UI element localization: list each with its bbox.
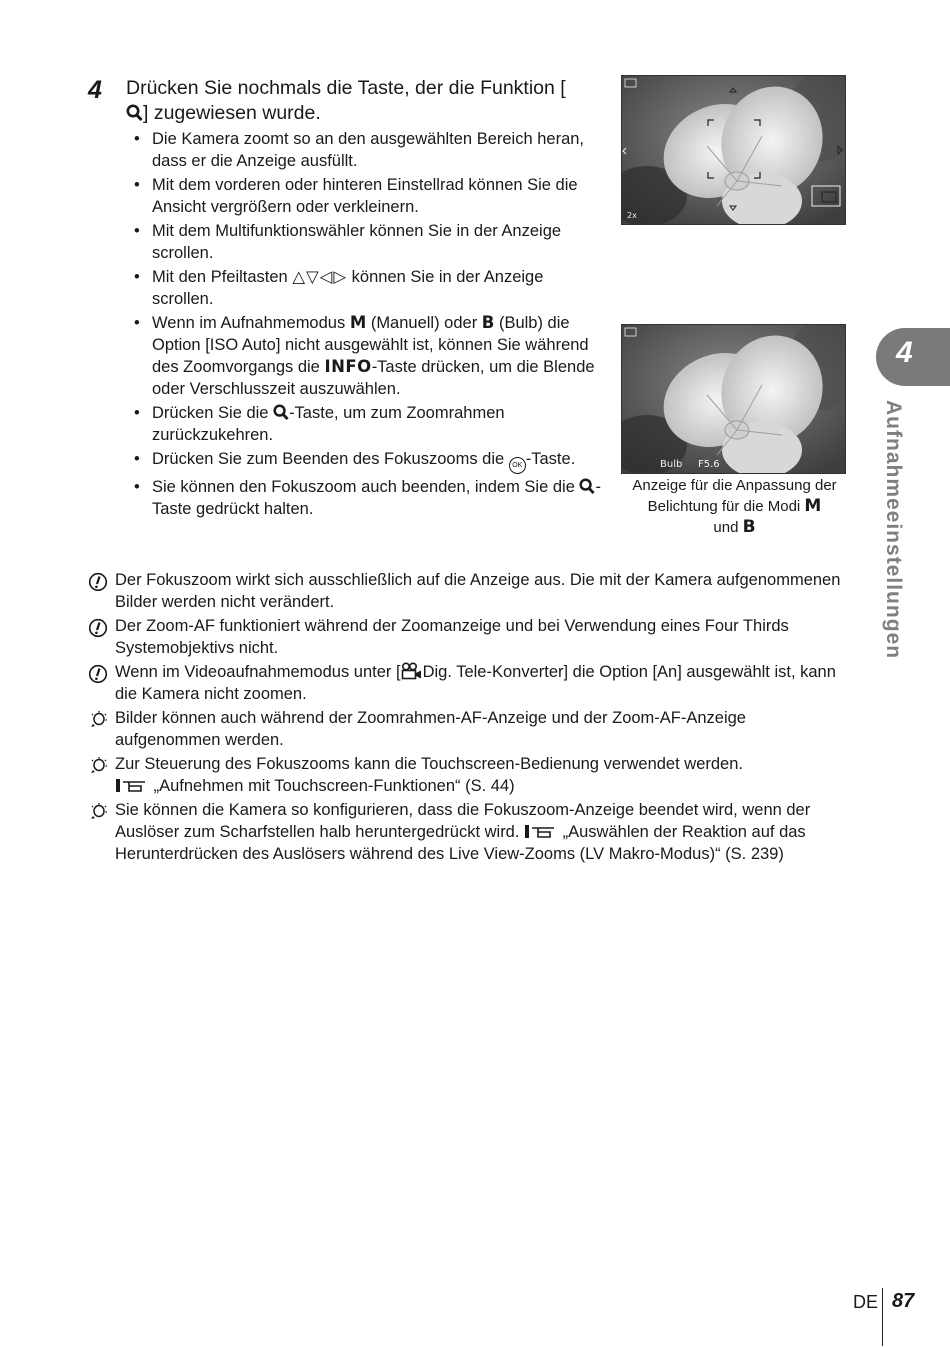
note-text: Der Fokuszoom wirkt sich ausschließlich auf die Anzeige aus. Die mit der Kamera aufgenommenen Bilder werden nicht verändert. — [115, 571, 841, 611]
list-item — [130, 402, 605, 446]
caption-text: und — [713, 519, 743, 536]
instruction-list — [130, 128, 605, 522]
magnify-icon — [579, 478, 595, 495]
shutter-speed-label: Bulb — [660, 459, 683, 470]
bullet-text: Mit den Pfeiltasten — [152, 268, 293, 286]
bullet-text: Drücken Sie zum Beenden des Fokuszooms die — [152, 450, 509, 468]
caution-note — [88, 569, 848, 613]
step-title-end: ] zugewiesen wurde. — [143, 102, 321, 124]
zoom-level-label: 2x — [627, 211, 637, 220]
page-reference-link[interactable]: „Auswählen der Reaktion auf das Herunterdrücken des Auslösers während des Live View-Zooms (LV Makro-Modus)“ (S. 239) — [115, 823, 806, 863]
bullet-text: Mit dem Multifunktionswähler können Sie in der Anzeige scrollen. — [152, 222, 562, 262]
page-number: 87 — [892, 1290, 915, 1312]
image-caption — [608, 476, 861, 538]
bullet-text: -Taste, um zum Zoomrahmen zurückzukehren. — [152, 404, 505, 444]
info-button-icon: INFO — [324, 357, 372, 376]
footer-divider — [882, 1288, 883, 1346]
exposure-adjust-screenshot — [621, 324, 846, 474]
tip-lightbulb-icon — [88, 710, 108, 730]
notes-section — [88, 569, 848, 867]
ok-button-label: OK — [512, 462, 523, 469]
bullet-text: können Sie in der Anzeige scrollen. — [152, 268, 544, 308]
bullet-text: (Manuell) oder — [366, 314, 482, 332]
list-item — [130, 128, 605, 172]
caption-text: Anzeige für die Anpassung der Belichtung für die Modi — [632, 477, 837, 515]
zoom-frame-screenshot — [621, 75, 846, 225]
language-code: DE — [853, 1292, 879, 1312]
magnify-icon — [273, 404, 289, 421]
page-reference-icon — [524, 824, 558, 840]
caution-note — [88, 661, 848, 705]
video-camera-icon — [401, 662, 423, 680]
arrow-keys-icon: △▽◁▷ — [292, 267, 348, 286]
flower-photo — [622, 76, 845, 224]
caution-icon — [88, 618, 108, 638]
ok-button-icon — [509, 457, 526, 474]
mode-b-icon: B — [481, 313, 495, 332]
list-item — [130, 220, 605, 264]
flower-photo — [622, 325, 845, 473]
note-text: Bilder können auch während der Zoomrahmen-AF-Anzeige und der Zoom-AF-Anzeige aufgenommen werden. — [115, 709, 746, 749]
tip-lightbulb-icon — [88, 756, 108, 776]
caution-note — [88, 615, 848, 659]
caution-icon — [88, 664, 108, 684]
note-text: Sie können die Kamera so konfigurieren, dass die Fokuszoom-Anzeige beendet wird, wenn der Auslöser zum Scharfstellen halb heruntergedrückt wird. — [115, 801, 811, 841]
bullet-text: Sie können den Fokuszoom auch beenden, indem Sie die — [152, 478, 580, 496]
magnify-icon — [126, 104, 143, 122]
bullet-text: Wenn im Aufnahmemodus — [152, 314, 350, 332]
chapter-tab — [876, 328, 950, 386]
list-item — [130, 174, 605, 218]
note-text: Wenn im Videoaufnahmemodus unter [ — [115, 663, 401, 681]
mode-m-icon: M — [349, 313, 367, 332]
bullet-text: Mit dem vorderen oder hinteren Einstellrad können Sie die Ansicht vergrößern oder verkleinern. — [152, 176, 578, 216]
tip-note — [88, 799, 848, 865]
bullet-text: -Taste. — [525, 450, 576, 468]
caution-icon — [88, 572, 108, 592]
tip-note — [88, 707, 848, 751]
note-text: Zur Steuerung des Fokuszooms kann die Touchscreen-Bedienung verwendet werden. — [115, 755, 743, 773]
tip-note — [88, 753, 848, 797]
bullet-text: Die Kamera zoomt so an den ausgewählten Bereich heran, dass er die Anzeige ausfüllt. — [152, 130, 585, 170]
chapter-title: Aufnahmeeinstellungen — [882, 400, 905, 660]
list-item — [130, 312, 605, 400]
mode-m-icon: M — [804, 496, 822, 516]
bullet-text: Drücken Sie die — [152, 404, 274, 422]
step-title — [126, 76, 566, 126]
aperture-label: F5.6 — [698, 459, 720, 470]
mode-b-icon: B — [742, 517, 756, 537]
bullet-text: -Taste gedrückt halten. — [152, 478, 601, 518]
list-item — [130, 266, 605, 310]
page-reference-link[interactable]: „Aufnehmen mit Touchscreen-Funktionen“ (S. 44) — [153, 777, 515, 795]
tip-lightbulb-icon — [88, 802, 108, 822]
list-item — [130, 476, 605, 520]
chapter-number: 4 — [896, 336, 913, 369]
step-number: 4 — [88, 76, 102, 104]
bullet-text: -Taste drücken, um die Blende oder Verschlusszeit auszuwählen. — [152, 358, 595, 398]
bullet-text: (Bulb) die Option [ISO Auto] nicht ausgewählt ist, können Sie während des Zoomvorgangs die — [152, 314, 589, 376]
page-reference-icon — [115, 778, 149, 794]
note-text: Der Zoom-AF funktioniert während der Zoomanzeige und bei Verwendung eines Four Thirds Systemobjektivs nicht. — [115, 617, 789, 657]
step-title-text: Drücken Sie nochmals die Taste, der die Funktion [ — [126, 77, 566, 99]
note-text: Dig. Tele-Konverter] die Option [An] ausgewählt ist, kann die Kamera nicht zoomen. — [115, 663, 836, 703]
list-item — [130, 448, 605, 474]
